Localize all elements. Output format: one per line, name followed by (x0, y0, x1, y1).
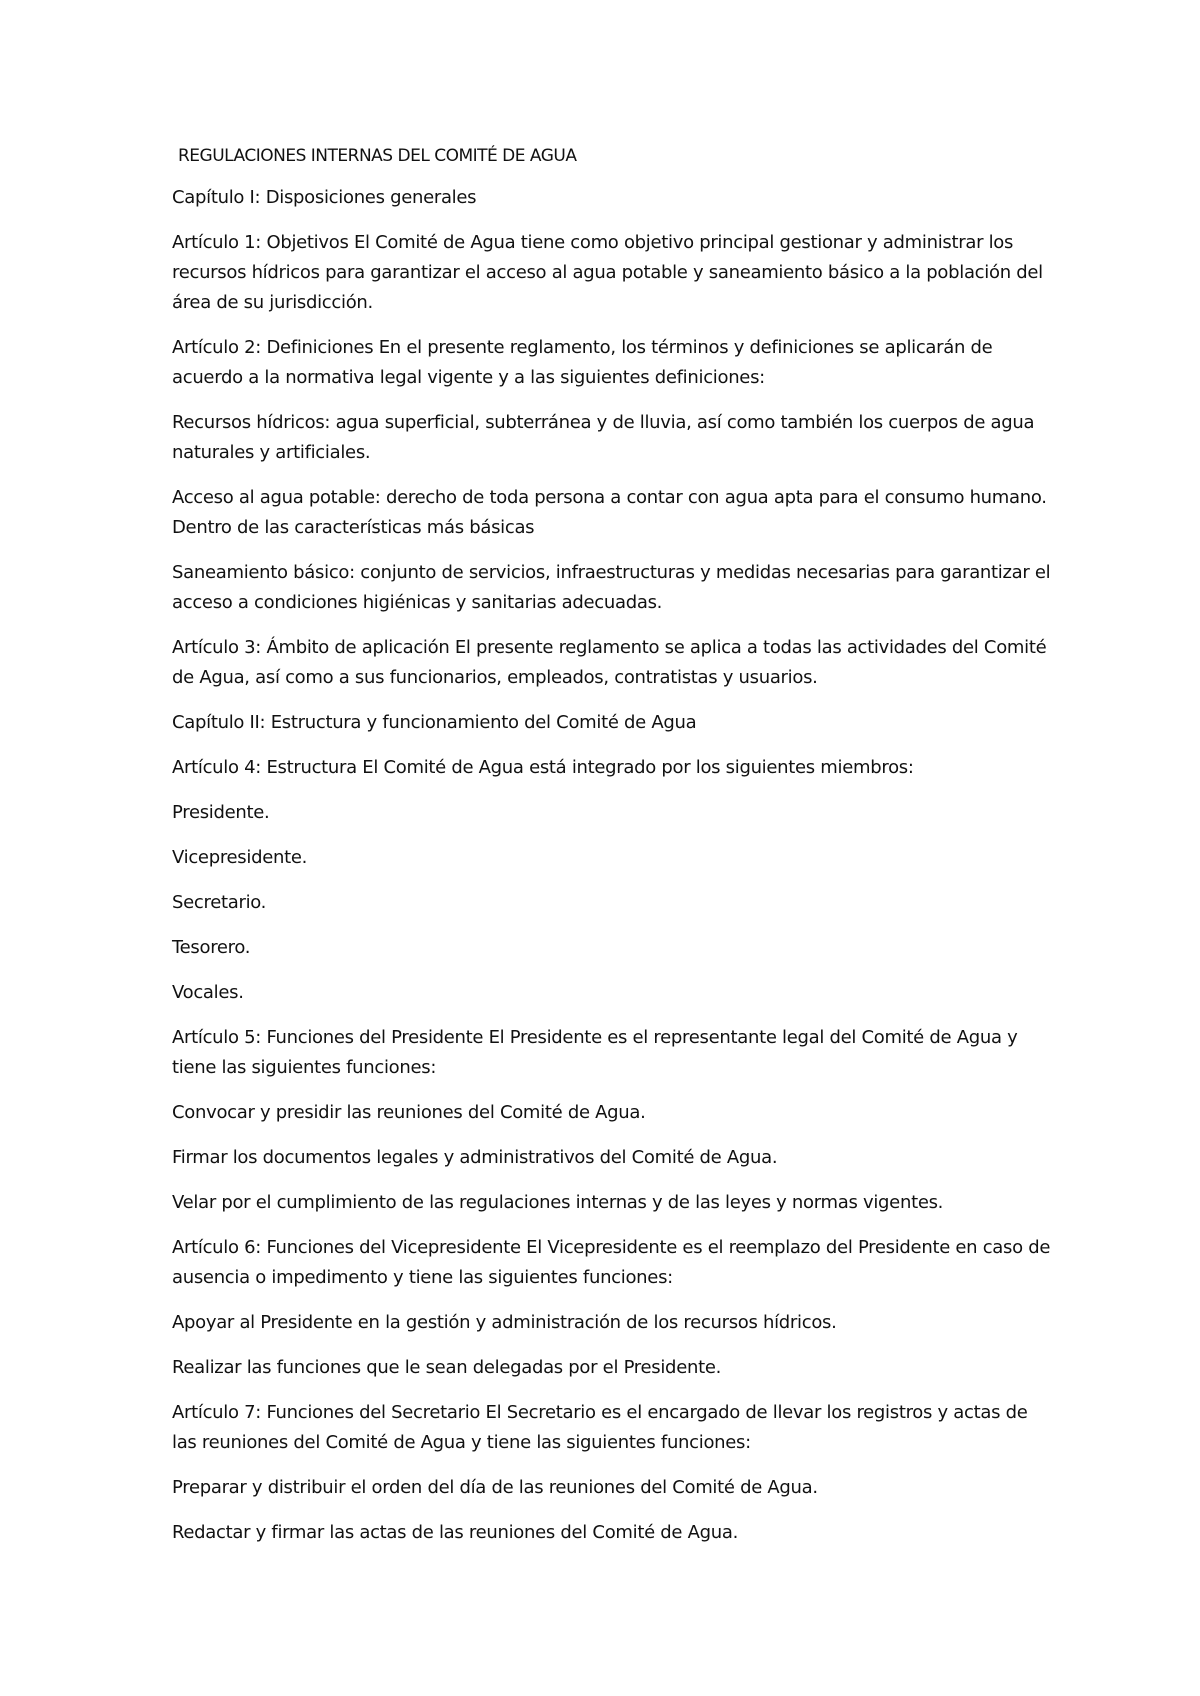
article-paragraph: Artículo 5: Funciones del Presidente El Presidente es el representante legal del Comité de Agua y tiene las siguientes funciones: (172, 1027, 1018, 1078)
document-body (172, 145, 1052, 1563)
list-item: Convocar y presidir las reuniones del Comité de Agua. (172, 1102, 646, 1123)
article-paragraph: Artículo 2: Definiciones En el presente reglamento, los términos y definiciones se aplicarán de acuerdo a la normativa legal vigente y a las siguientes definiciones: (172, 337, 993, 388)
definition-paragraph: Acceso al agua potable: derecho de toda persona a contar con agua apta para el consumo humano. Dentro de las características más básicas (172, 487, 1047, 538)
definition-paragraph: Recursos hídricos: agua superficial, subterránea y de lluvia, así como también los cuerpos de agua naturales y artificiales. (172, 412, 1035, 463)
chapter-heading: Capítulo II: Estructura y funcionamiento del Comité de Agua (172, 712, 697, 733)
list-item: Realizar las funciones que le sean delegadas por el Presidente. (172, 1357, 722, 1378)
definition-paragraph: Saneamiento básico: conjunto de servicios, infraestructuras y medidas necesarias para garantizar el acceso a condiciones higiénicas y sanitarias adecuadas. (172, 562, 1051, 613)
article-paragraph: Artículo 3: Ámbito de aplicación El presente reglamento se aplica a todas las actividades del Comité de Agua, así como a sus funcionarios, empleados, contratistas y usuarios. (172, 637, 1047, 688)
article-paragraph: Artículo 6: Funciones del Vicepresidente El Vicepresidente es el reemplazo del Presidente en caso de ausencia o impedimento y tiene las siguientes funciones: (172, 1237, 1051, 1288)
chapter-heading: Capítulo I: Disposiciones generales (172, 187, 477, 208)
article-paragraph: Artículo 7: Funciones del Secretario El Secretario es el encargado de llevar los registros y actas de las reuniones del Comité de Agua y tiene las siguientes funciones: (172, 1402, 1028, 1453)
list-item: Redactar y firmar las actas de las reuniones del Comité de Agua. (172, 1522, 739, 1543)
list-item: Preparar y distribuir el orden del día de las reuniones del Comité de Agua. (172, 1477, 818, 1498)
list-item: Apoyar al Presidente en la gestión y administración de los recursos hídricos. (172, 1312, 837, 1333)
list-item: Vicepresidente. (172, 847, 308, 868)
document-title: REGULACIONES INTERNAS DEL COMITÉ DE AGUA (178, 146, 577, 166)
article-paragraph: Artículo 1: Objetivos El Comité de Agua tiene como objetivo principal gestionar y administrar los recursos hídricos para garantizar el acceso al agua potable y saneamiento básico a la población del área de su jurisdicción. (172, 232, 1043, 313)
list-item: Presidente. (172, 802, 270, 823)
list-item: Secretario. (172, 892, 267, 913)
list-item: Velar por el cumplimiento de las regulaciones internas y de las leyes y normas vigentes. (172, 1192, 944, 1213)
article-paragraph: Artículo 4: Estructura El Comité de Agua está integrado por los siguientes miembros: (172, 757, 914, 778)
list-item: Firmar los documentos legales y administrativos del Comité de Agua. (172, 1147, 778, 1168)
list-item: Tesorero. (172, 937, 251, 958)
list-item: Vocales. (172, 982, 244, 1003)
